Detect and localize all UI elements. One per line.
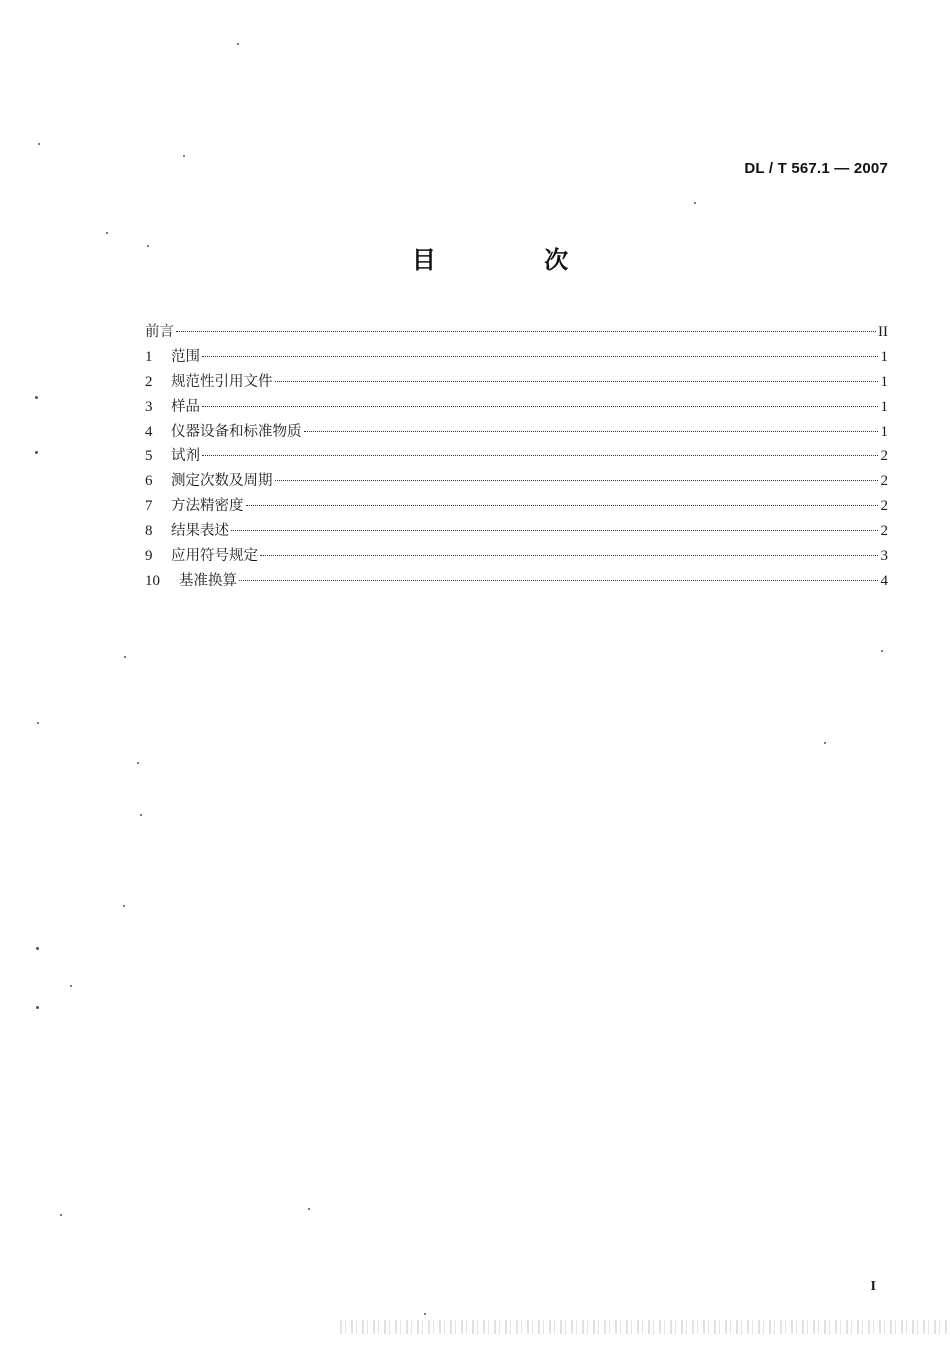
- scan-speck: [237, 43, 239, 45]
- toc-entry-6[interactable]: [145, 469, 888, 494]
- toc-entry-number: 7: [145, 498, 153, 515]
- toc-entry-number: 1: [145, 348, 153, 365]
- toc-entry-page: 2: [880, 448, 888, 465]
- scan-speck: [183, 155, 185, 157]
- toc-entry-label: 基准换算: [179, 572, 237, 589]
- scan-speck: [106, 232, 108, 234]
- toc-entry-number: 3: [145, 398, 153, 415]
- scan-speck: [38, 143, 40, 145]
- toc-entry-8[interactable]: [145, 519, 888, 544]
- scan-speck: [140, 814, 142, 816]
- toc-entry-label: 仪器设备和标准物质: [171, 423, 302, 440]
- toc-entry-foreword[interactable]: [145, 320, 888, 345]
- scan-speck: [70, 985, 72, 987]
- toc-entry-number: 2: [145, 373, 153, 390]
- scan-speck: [35, 451, 38, 454]
- scan-speck: [36, 1006, 39, 1009]
- toc-entry-number: 10: [145, 572, 160, 589]
- scan-speck: [60, 1214, 62, 1216]
- dot-leader: [260, 555, 878, 556]
- toc-entry-page: 1: [880, 373, 888, 390]
- dot-leader: [239, 580, 878, 581]
- dot-leader: [246, 505, 879, 506]
- toc-entry-label: 试剂: [171, 448, 200, 465]
- toc-entry-2[interactable]: [145, 370, 888, 395]
- toc-entry-number: 5: [145, 448, 153, 465]
- toc-entry-5[interactable]: [145, 444, 888, 469]
- dot-leader: [176, 331, 876, 332]
- toc-entry-page: 4: [880, 572, 888, 589]
- toc-entry-1[interactable]: [145, 345, 888, 370]
- scan-speck: [137, 762, 139, 764]
- toc-entry-label: 范围: [171, 348, 200, 365]
- dot-leader: [202, 455, 878, 456]
- dot-leader: [231, 530, 878, 531]
- dot-leader: [304, 431, 879, 432]
- scan-speck: [37, 722, 39, 724]
- toc-entry-label: 应用符号规定: [171, 548, 258, 565]
- toc-entry-label: 结果表述: [171, 523, 229, 540]
- toc-entry-page: II: [878, 324, 888, 340]
- toc-entry-4[interactable]: [145, 420, 888, 445]
- toc-entry-10[interactable]: [145, 569, 888, 594]
- dot-leader: [202, 406, 878, 407]
- toc-entry-label: 前言: [145, 324, 174, 340]
- toc-title: 目 次: [411, 246, 619, 274]
- toc-entry-7[interactable]: [145, 494, 888, 519]
- scan-speck: [123, 905, 125, 907]
- toc-entry-label: 样品: [171, 398, 200, 415]
- toc-entry-number: 6: [145, 473, 153, 490]
- toc-entry-9[interactable]: [145, 544, 888, 569]
- standard-number: DL / T 567.1 — 2007: [744, 160, 888, 177]
- table-of-contents: [145, 320, 888, 594]
- scan-speck: [147, 245, 149, 247]
- scan-speck: [694, 202, 696, 204]
- scan-noise-strip: [340, 1320, 950, 1334]
- scan-speck: [124, 656, 126, 658]
- toc-entry-label: 测定次数及周期: [171, 473, 273, 490]
- toc-entry-3[interactable]: [145, 395, 888, 420]
- toc-entry-page: 1: [880, 423, 888, 440]
- scan-speck: [424, 1313, 426, 1315]
- toc-entry-page: 2: [880, 498, 888, 515]
- toc-entry-number: 9: [145, 548, 153, 565]
- dot-leader: [275, 480, 879, 481]
- toc-entry-label: 规范性引用文件: [171, 373, 273, 390]
- scan-speck: [308, 1208, 310, 1210]
- toc-entry-page: 2: [880, 473, 888, 490]
- toc-entry-page: 2: [880, 523, 888, 540]
- scan-speck: [36, 947, 39, 950]
- toc-entry-page: 1: [880, 348, 888, 365]
- page-number: I: [870, 1279, 876, 1294]
- dot-leader: [202, 356, 878, 357]
- scan-speck: [881, 650, 883, 652]
- toc-entry-page: 3: [880, 548, 888, 565]
- dot-leader: [275, 381, 879, 382]
- scan-speck: [824, 742, 826, 744]
- toc-entry-label: 方法精密度: [171, 498, 244, 515]
- scan-speck: [35, 396, 38, 399]
- toc-entry-number: 8: [145, 523, 153, 540]
- toc-entry-page: 1: [880, 398, 888, 415]
- toc-entry-number: 4: [145, 423, 153, 440]
